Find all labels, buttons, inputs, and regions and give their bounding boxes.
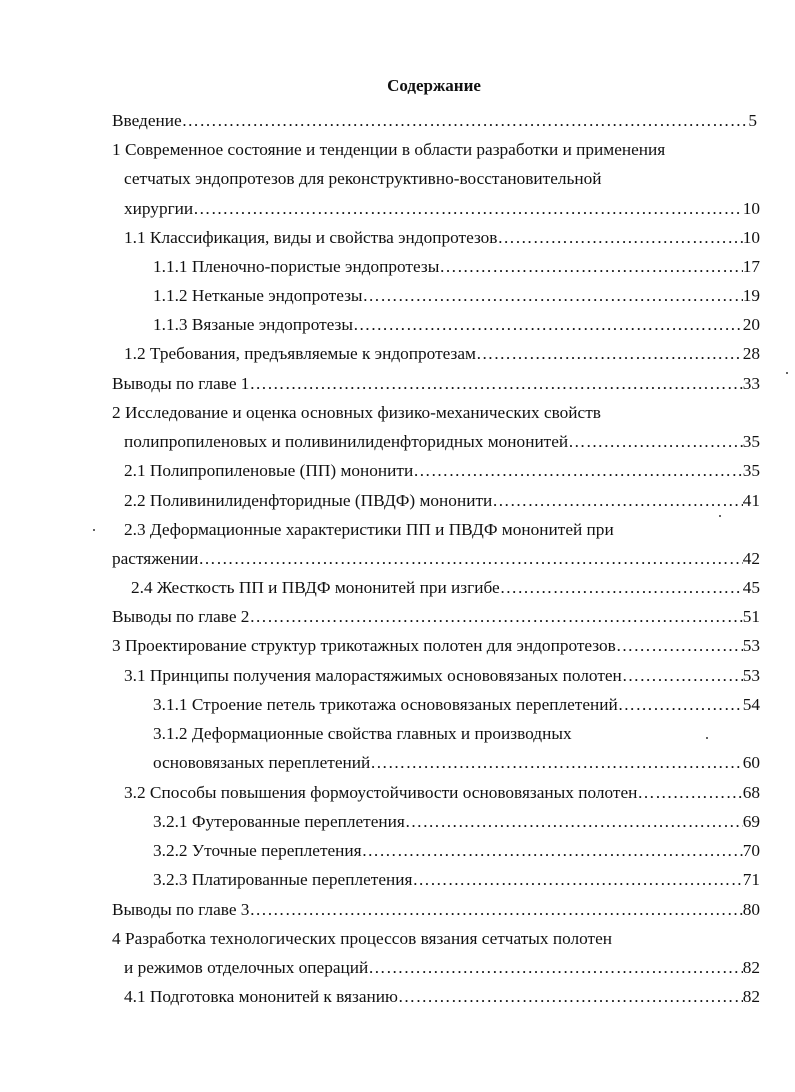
toc-entry xyxy=(124,663,760,689)
toc-entry xyxy=(153,867,760,893)
toc-leader-dots xyxy=(412,867,742,893)
toc-entry-text: Выводы по главе 1 xyxy=(112,374,250,393)
toc-entry-page: 82 xyxy=(742,987,760,1006)
scan-speck xyxy=(719,515,721,517)
toc-entry-text: Выводы по главе 2 xyxy=(112,607,250,626)
toc-entry xyxy=(124,488,760,514)
toc-entry-page: 5 xyxy=(748,111,757,130)
scan-speck xyxy=(786,372,788,374)
toc-entry-text: Введение xyxy=(112,111,182,130)
toc-leader-dots xyxy=(622,663,743,689)
toc-leader-dots xyxy=(249,604,742,630)
toc-leader-dots xyxy=(398,984,743,1010)
toc-leader-dots xyxy=(500,575,743,601)
toc-entry-page: 68 xyxy=(742,783,760,802)
toc-entry xyxy=(124,780,760,806)
toc-entry-continuation xyxy=(124,429,760,455)
toc-leader-dots xyxy=(616,633,743,659)
toc-leader-dots xyxy=(413,458,743,484)
toc-entry-text: полипропиленовых и поливинилиденфторидных мононитей xyxy=(124,432,569,451)
toc-entry xyxy=(153,692,760,718)
toc-entry-text: 3.2.1 Футерованные переплетения xyxy=(153,812,405,831)
toc-leader-dots xyxy=(362,838,743,864)
toc-entry xyxy=(124,984,760,1010)
toc-entry xyxy=(112,926,612,952)
toc-entry-page: 10 xyxy=(742,199,760,218)
toc-entry-text: 1.1.1 Пленочно-пористые эндопротезы xyxy=(153,257,440,276)
toc-entry xyxy=(153,312,760,338)
toc-entry-page: 51 xyxy=(742,607,760,626)
toc-entry-text: 3.1.2 Деформационные свойства главных и производных xyxy=(153,724,572,743)
toc-entry xyxy=(124,225,760,251)
toc-entry-continuation xyxy=(112,546,760,572)
toc-entry-page: 19 xyxy=(742,286,760,305)
toc-entry-page: 41 xyxy=(742,491,760,510)
toc-entry-text: Выводы по главе 3 xyxy=(112,900,250,919)
toc-entry-text: сетчатых эндопротезов для реконструктивно-восстановительной xyxy=(124,169,602,188)
toc-entry xyxy=(153,254,760,280)
toc-entry-page: 82 xyxy=(742,958,760,977)
toc-entry-text: 3.1 Принципы получения малорастяжимых основовязаных полотен xyxy=(124,666,622,685)
toc-entry xyxy=(153,838,760,864)
toc-entry-page: 42 xyxy=(742,549,760,568)
toc-entry-page: 69 xyxy=(742,812,760,831)
toc-leader-dots xyxy=(353,312,743,338)
toc-entry-text: 2.3 Деформационные характеристики ПП и ПВДФ мононитей при xyxy=(124,520,614,539)
toc-entry-continuation xyxy=(124,166,602,192)
toc-leader-dots xyxy=(439,254,742,280)
toc-entry-text: 2.2 Поливинилиденфторидные (ПВДФ) мононити xyxy=(124,491,493,510)
scan-speck xyxy=(706,737,708,739)
toc-entry-page: 53 xyxy=(742,636,760,655)
toc-leader-dots xyxy=(405,809,743,835)
toc-entry-text: 3 Проектирование структур трикотажных полотен для эндопротезов xyxy=(112,636,616,655)
toc-entry-text: растяжении xyxy=(112,549,199,568)
toc-entry-text: 1 Современное состояние и тенденции в области разработки и применения xyxy=(112,140,666,159)
toc-entry xyxy=(131,575,760,601)
toc-entry-text: и режимов отделочных операций xyxy=(124,958,369,977)
toc-leader-dots xyxy=(497,225,742,251)
toc-leader-dots xyxy=(492,488,742,514)
toc-entry xyxy=(112,108,757,134)
toc-entry-continuation xyxy=(153,750,760,776)
toc-entry-text: 4.1 Подготовка мононитей к вязанию xyxy=(124,987,398,1006)
toc-entry-text: 2.4 Жесткость ПП и ПВДФ мононитей при изгибе xyxy=(131,578,500,597)
toc-entry-page: 10 xyxy=(742,228,760,247)
toc-entry xyxy=(112,604,760,630)
toc-leader-dots xyxy=(618,692,743,718)
toc-entry-page: 54 xyxy=(742,695,760,714)
toc-entry xyxy=(124,341,760,367)
toc-entry xyxy=(153,721,572,747)
toc-entry xyxy=(112,400,601,426)
toc-leader-dots xyxy=(368,955,742,981)
toc-entry-page: 71 xyxy=(742,870,760,889)
toc-entry xyxy=(124,517,614,543)
toc-entry-text: 1.1.3 Вязаные эндопротезы xyxy=(153,315,353,334)
toc-entry-text: 1.1 Классификация, виды и свойства эндопротезов xyxy=(124,228,498,247)
toc-entry-page: 45 xyxy=(742,578,760,597)
toc-entry-text: 2.1 Полипропиленовые (ПП) мононити xyxy=(124,461,414,480)
toc-entry-continuation xyxy=(124,955,760,981)
toc-entry-page: 28 xyxy=(742,344,760,363)
toc-entry xyxy=(124,458,760,484)
toc-leader-dots xyxy=(182,108,749,134)
toc-entry-page: 53 xyxy=(742,666,760,685)
scan-speck xyxy=(93,529,95,531)
toc-entry-page: 35 xyxy=(742,432,760,451)
toc-entry-text: 3.2 Способы повышения формоустойчивости основовязаных полотен xyxy=(124,783,638,802)
toc-leader-dots xyxy=(198,546,742,572)
toc-entry xyxy=(112,137,665,163)
toc-entry xyxy=(112,897,760,923)
toc-entry-text: 3.1.1 Строение петель трикотажа основовязаных переплетений xyxy=(153,695,618,714)
toc-leader-dots xyxy=(370,750,742,776)
toc-leader-dots xyxy=(568,429,743,455)
toc-entry-page: 20 xyxy=(742,315,760,334)
toc-entry-page: 17 xyxy=(742,257,760,276)
toc-entry xyxy=(153,809,760,835)
toc-entry-text: хирургии xyxy=(124,199,194,218)
toc-entry xyxy=(112,371,760,397)
toc-entry-text: 4 Разработка технологических процессов вязания сетчатых полотен xyxy=(112,929,613,948)
toc-entry-text: 3.2.2 Уточные переплетения xyxy=(153,841,362,860)
toc-entry-text: 2 Исследование и оценка основных физико-механических свойств xyxy=(112,403,601,422)
toc-entry-continuation xyxy=(124,196,760,222)
toc-leader-dots xyxy=(249,897,742,923)
toc-entry-text: 3.2.3 Платированные переплетения xyxy=(153,870,413,889)
toc-entry-page: 35 xyxy=(742,461,760,480)
toc-entry-page: 33 xyxy=(742,374,760,393)
page-title: Содержание xyxy=(387,76,481,95)
toc-leader-dots xyxy=(249,371,742,397)
toc-entry-page: 60 xyxy=(742,753,760,772)
toc-entry-text: 1.2 Требования, предъявляемые к эндопротезам xyxy=(124,344,476,363)
toc-entry xyxy=(153,283,760,309)
toc-leader-dots xyxy=(637,780,742,806)
toc-leader-dots xyxy=(476,341,743,367)
toc-entry-page: 80 xyxy=(742,900,760,919)
toc-entry xyxy=(112,633,760,659)
toc-leader-dots xyxy=(363,283,743,309)
toc-entry-page: 70 xyxy=(742,841,760,860)
toc-entry-text: основовязаных переплетений xyxy=(153,753,371,772)
toc-entry-text: 1.1.2 Нетканые эндопротезы xyxy=(153,286,363,305)
toc-leader-dots xyxy=(193,196,743,222)
